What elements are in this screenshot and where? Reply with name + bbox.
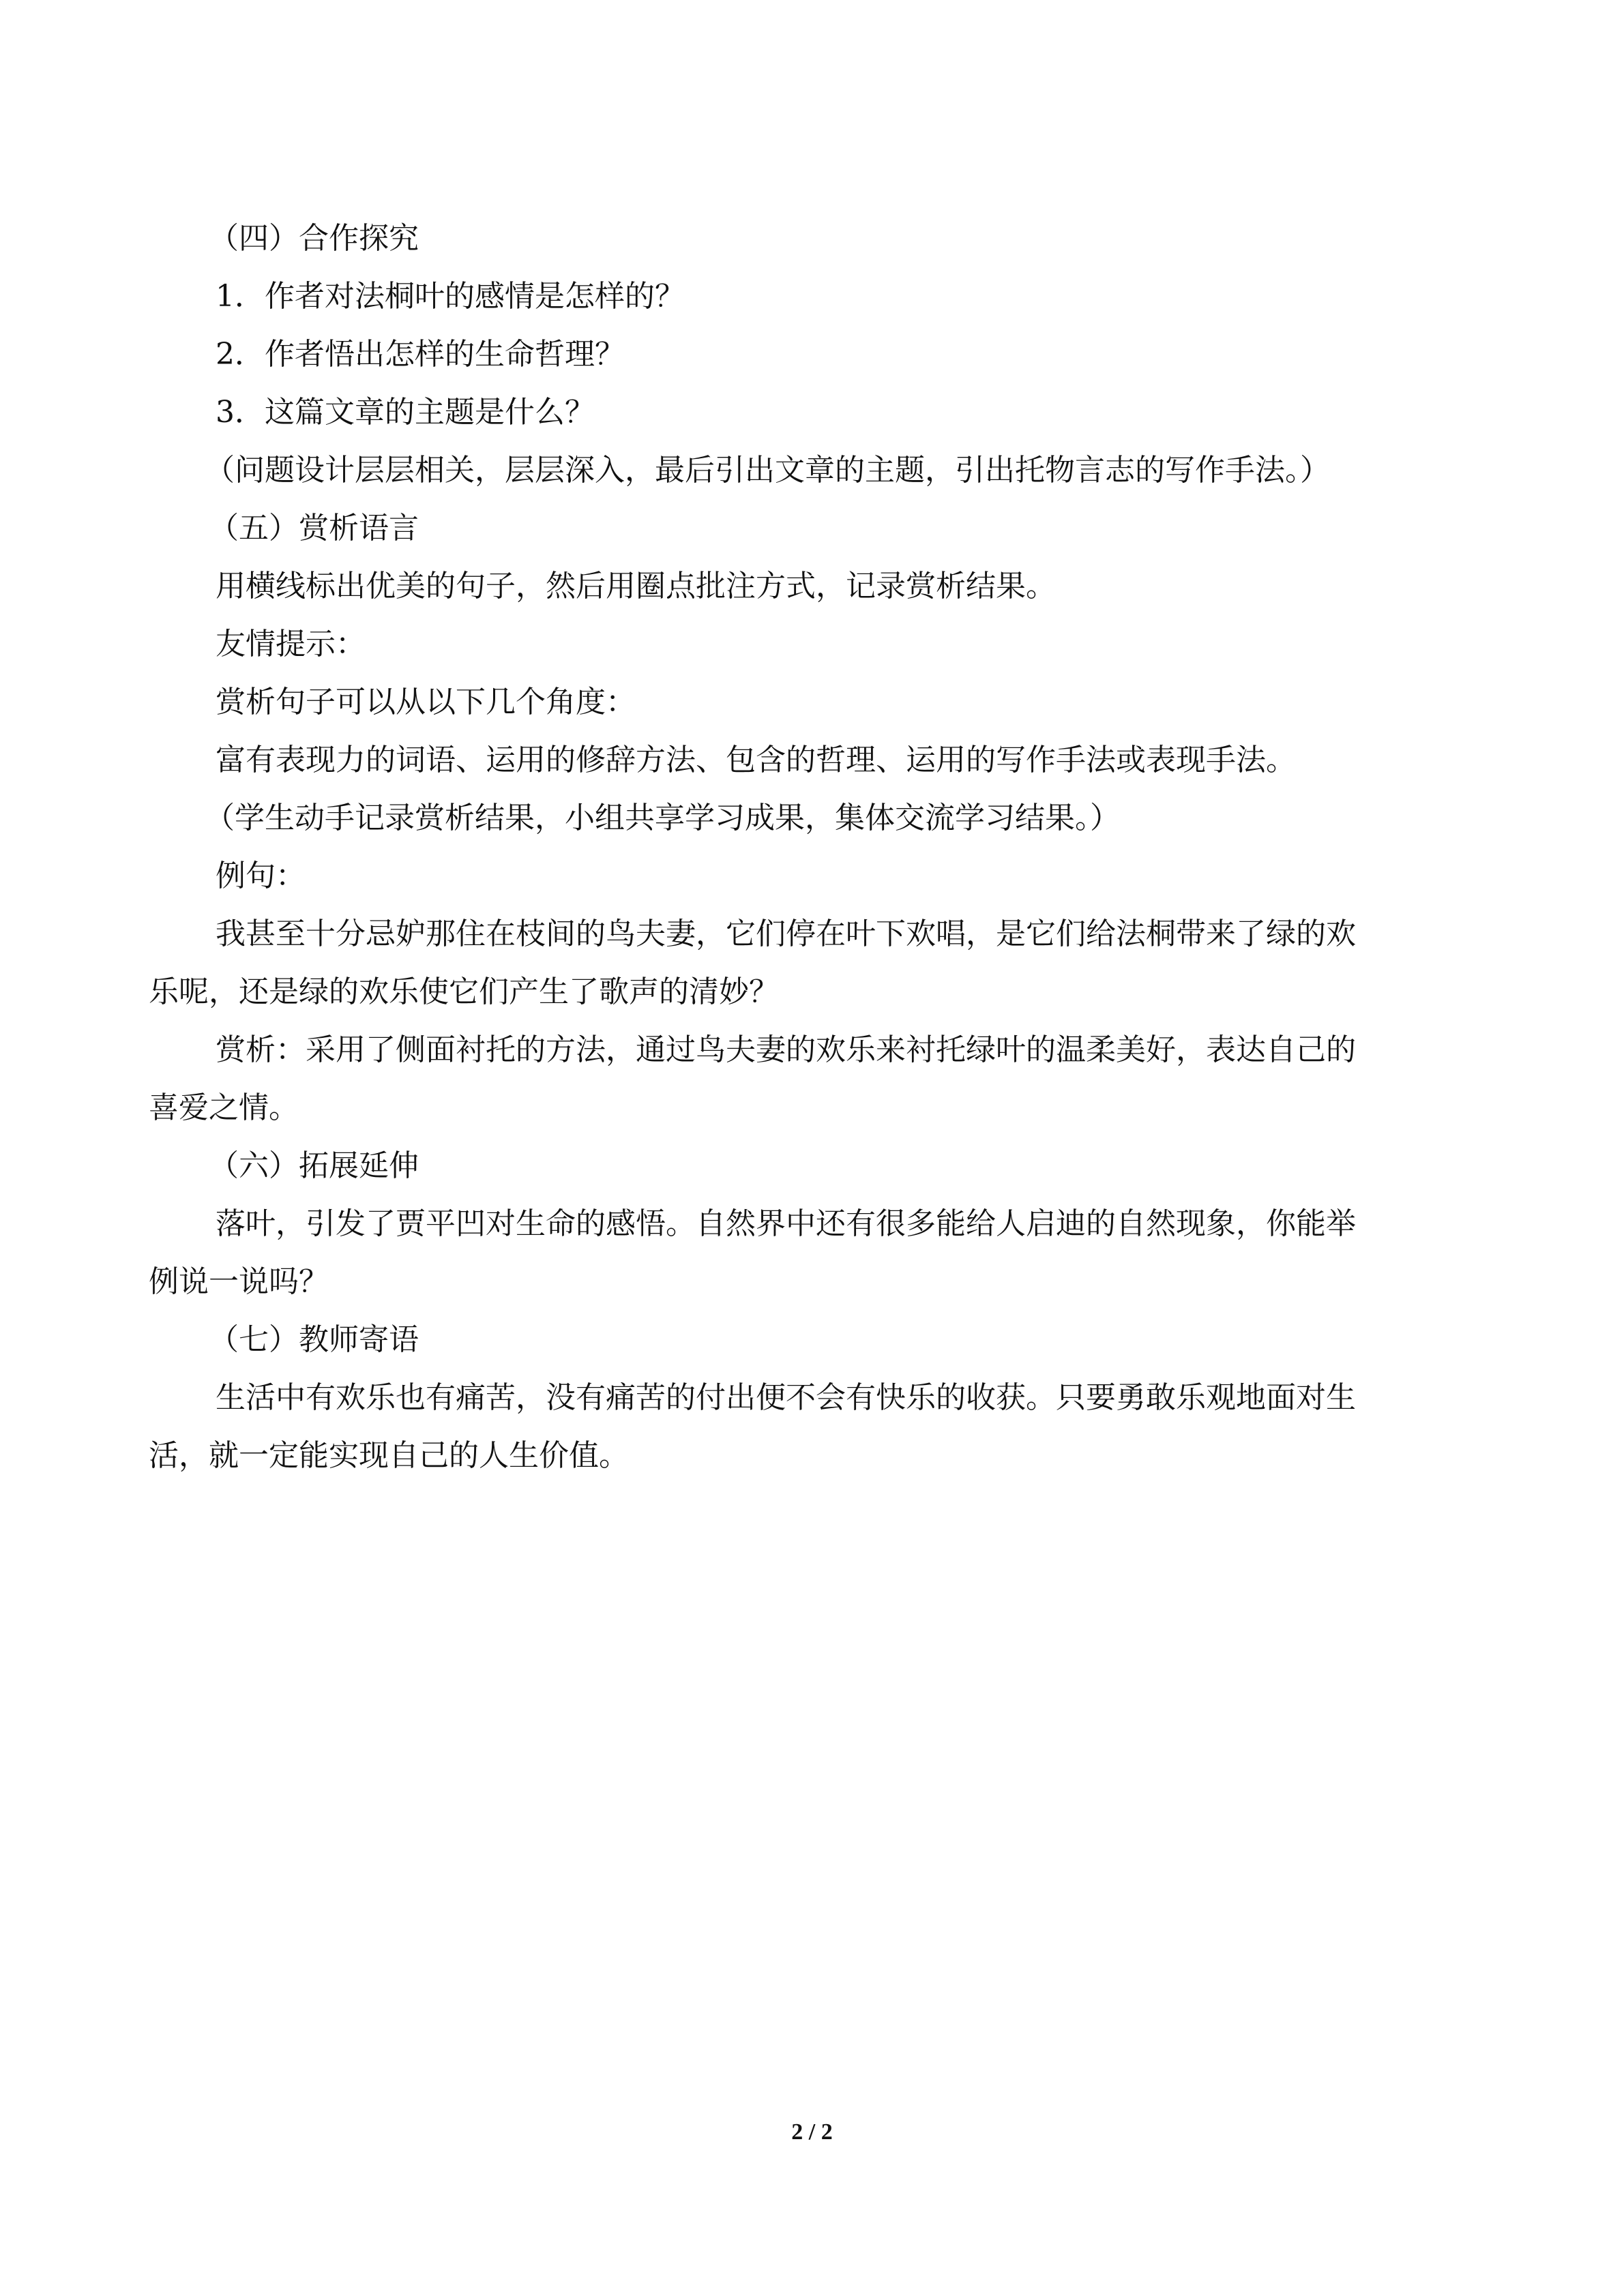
teacher-message-line-2: 活，就一定能实现自己的人生价值。: [149, 1438, 629, 1473]
section-five-heading: （五）赏析语言: [209, 511, 419, 546]
section-six-heading: （六）拓展延伸: [209, 1148, 419, 1183]
section-seven-heading: （七）教师寄语: [209, 1322, 419, 1357]
question-1: 1．作者对法桐叶的感情是怎样的？: [216, 279, 685, 314]
tip-content: 富有表现力的词语、运用的修辞方法、包含的哲理、运用的写作手法或表现手法。: [216, 743, 1296, 777]
design-note: （问题设计层层相关，层层深入，最后引出文章的主题，引出托物言志的写作手法。）: [205, 453, 1330, 488]
extension-line-2: 例说一说吗？: [149, 1264, 329, 1299]
section-four-heading: （四）合作探究: [209, 221, 419, 256]
method-paragraph: 用横线标出优美的句子，然后用圈点批注方式，记录赏析结果。: [216, 569, 1056, 603]
activity-note: （学生动手记录赏析结果，小组共享学习成果，集体交流学习结果。）: [205, 801, 1120, 835]
extension-line-1: 落叶，引发了贾平凹对生命的感悟。自然界中还有很多能给人启迪的自然现象，你能举: [216, 1206, 1356, 1241]
tip-angles: 赏析句子可以从以下几个角度：: [216, 685, 636, 719]
page-number: 2 / 2: [791, 2119, 833, 2145]
teacher-message-line-1: 生活中有欢乐也有痛苦，没有痛苦的付出便不会有快乐的收获。只要勇敢乐观地面对生: [216, 1380, 1356, 1415]
example-label: 例句：: [216, 859, 306, 893]
analysis-line-1: 赏析：采用了侧面衬托的方法，通过鸟夫妻的欢乐来衬托绿叶的温柔美好，表达自己的: [216, 1032, 1356, 1067]
example-sentence-line-2: 乐呢，还是绿的欢乐使它们产生了歌声的清妙？: [149, 974, 779, 1009]
question-3: 3．这篇文章的主题是什么？: [216, 395, 595, 430]
analysis-line-2: 喜爱之情。: [149, 1090, 299, 1125]
question-2: 2．作者悟出怎样的生命哲理？: [216, 337, 625, 372]
example-sentence-line-1: 我甚至十分忌妒那住在枝间的鸟夫妻，它们停在叶下欢唱，是它们给法桐带来了绿的欢: [216, 916, 1356, 951]
tip-label: 友情提示：: [216, 627, 366, 661]
